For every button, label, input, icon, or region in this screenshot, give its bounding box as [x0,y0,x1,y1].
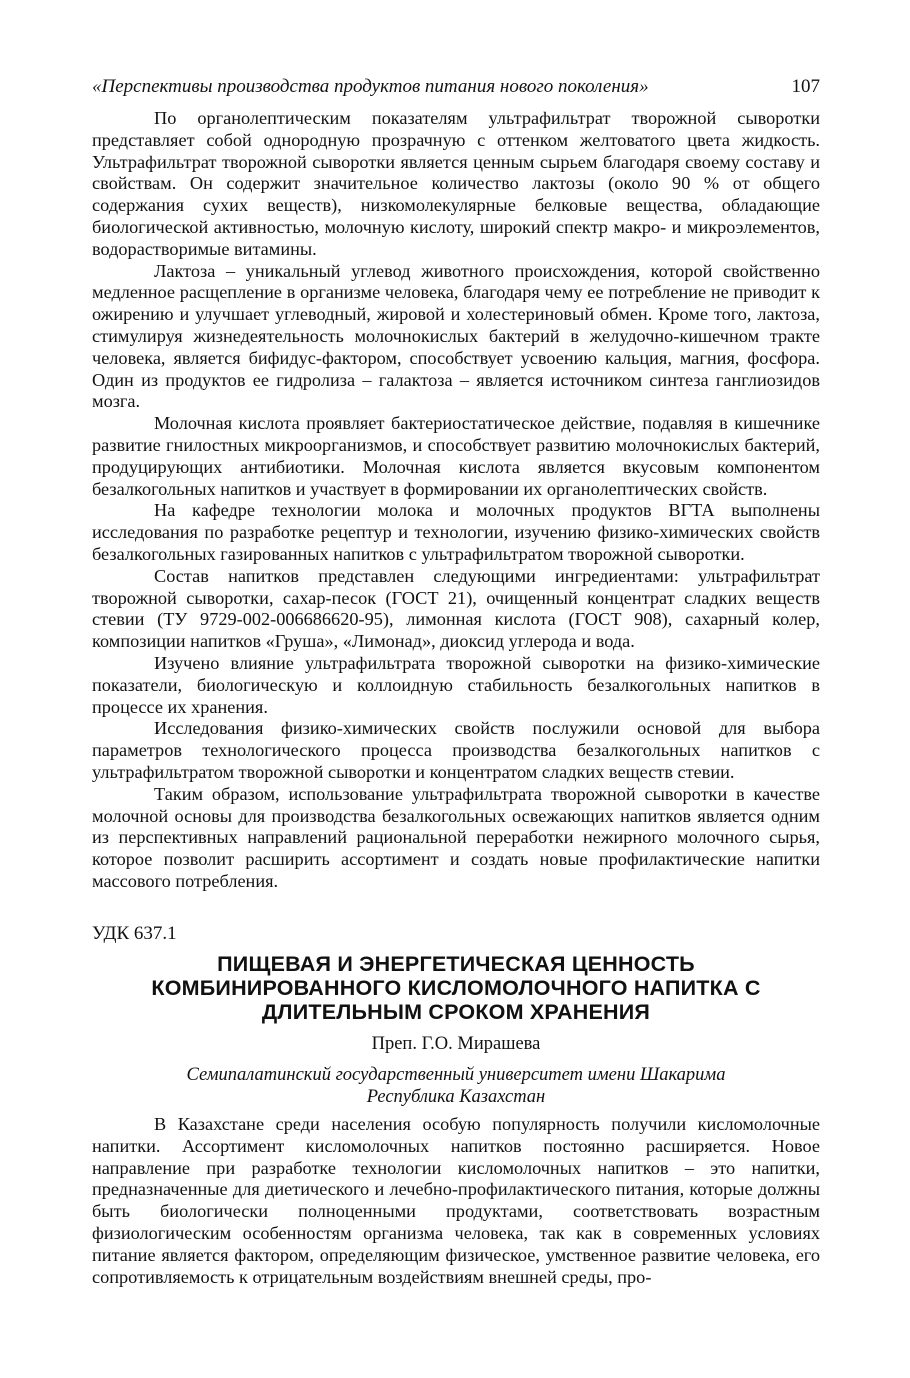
paragraph-lactic-acid: Молочная кислота проявляет бактериостатическое действие, подавляя в кишечнике развитие гнилостных микроорганизмов, и способствует развитию молочнокислых бактерий, продуцирующих антибиотики. Молочная кислота является вкусовым компонентом безалкогольных напитков и участвует в формировании их органолептических свойств. [92,413,820,499]
paragraph-process-parameters: Исследования физико-химических свойств послужили основой для выбора параметров технологического процесса производства безалкогольных напитков с ультрафильтратом творожной сыворотки и концентратом сладких веществ стевии. [92,718,820,782]
article-title-line: ПИЩЕВАЯ И ЭНЕРГЕТИЧЕСКАЯ ЦЕННОСТЬ [217,952,695,976]
paragraph-ultrafiltrate-properties: По органолептическим показателям ультрафильтрат творожной сыворотки представляет собой однородную прозрачную с оттенком желтоватого цвета жидкость. Ультрафильтрат творожной сыворотки является ценным сырьем благодаря своему составу и свойствам. Он содержит значительное количество лактозы (около 90 % от общего содержания сухих веществ), низкомолекулярные белковые вещества, обладающие биологической активностью, молочную кислоту, широкий спектр макро- и микроэлементов, водорастворимые витамины. [92,108,820,259]
paragraph-conclusion: Таким образом, использование ультрафильтрата творожной сыворотки в качестве молочной основы для производства безалкогольных освежающих напитков является одним из перспективных направлений рациональной переработки нежирного молочного сырья, которое позволит расширить ассортимент и создать новые профилактические напитки массового потребления. [92,783,820,891]
article-author: Преп. Г.О. Мирашева [371,1034,541,1054]
article-body [92,1114,820,1288]
article-title-line: ДЛИТЕЛЬНЫМ СРОКОМ ХРАНЕНИЯ [261,1000,651,1024]
paragraph-lactose: Лактоза – уникальный углевод животного происхождения, которой свойственно медленное расщепление в организме человека, благодаря чему ее потребление не приводит к ожирению и улучшает углеводный, жировой и холестериновый обмен. Кроме того, лактоза, стимулируя жизнедеятельность молочнокислых бактерий в желудочно-кишечном тракте человека, является бифидус-фактором, способствует усвоению кальция, магния, фосфора. Один из продуктов ее гидролиза – галактоза – является источником синтеза ганглиозидов мозга. [92,260,820,412]
article-title-line: КОМБИНИРОВАННОГО КИСЛОМОЛОЧНОГО НАПИТКА С [151,976,761,1000]
article-title [92,952,820,1024]
udc-code: УДК 637.1 [92,923,177,944]
article-body-continued [92,108,820,893]
affiliation-university: Семипалатинский государственный университет имени Шакарима [186,1065,726,1085]
running-head-journal-title: «Перспективы производства продуктов питания нового поколения» [92,76,649,97]
paragraph-ingredients: Состав напитков представлен следующими ингредиентами: ультрафильтрат творожной сыворотки, сахар-песок (ГОСТ 21), очищенный концентрат сладких веществ стевии (ТУ 9729-002-006686620-95), лимонная кислота (ГОСТ 908), сахарный колер, композиции напитков «Груша», «Лимонад», диоксид углерода и вода. [92,565,820,652]
paragraph-kazakhstan-intro: В Казахстане среди населения особую популярность получили кисломолочные напитки. Ассортимент кисломолочных напитков постоянно расширяется. Новое направление при разработке технологии кисломолочных напитков – это напитки, предназначенные для диетического и лечебно-профилактического питания, которые должны быть биологически полноценными продуктами, соответствовать возрастным физиологическим особенностям организма человека, так как в современных условиях питание является фактором, определяющим физическое, умственное развитие человека, его сопротивляемость к отрицательным воздействиям внешней среды, про- [92,1114,820,1287]
article-affiliation [92,1064,820,1108]
paragraph-research-department: На кафедре технологии молока и молочных продуктов ВГТА выполнены исследования по разработке рецептур и технологии, изучению физико-химических свойств безалкогольных газированных напитков с ультрафильтратом творожной сыворотки. [92,500,820,564]
paragraph-influence-studied: Изучено влияние ультрафильтрата творожной сыворотки на физико-химические показатели, биологическую и коллоидную стабильность безалкогольных напитков в процессе их хранения. [92,652,820,717]
affiliation-country: Республика Казахстан [366,1087,546,1107]
page-number: 107 [791,76,820,97]
